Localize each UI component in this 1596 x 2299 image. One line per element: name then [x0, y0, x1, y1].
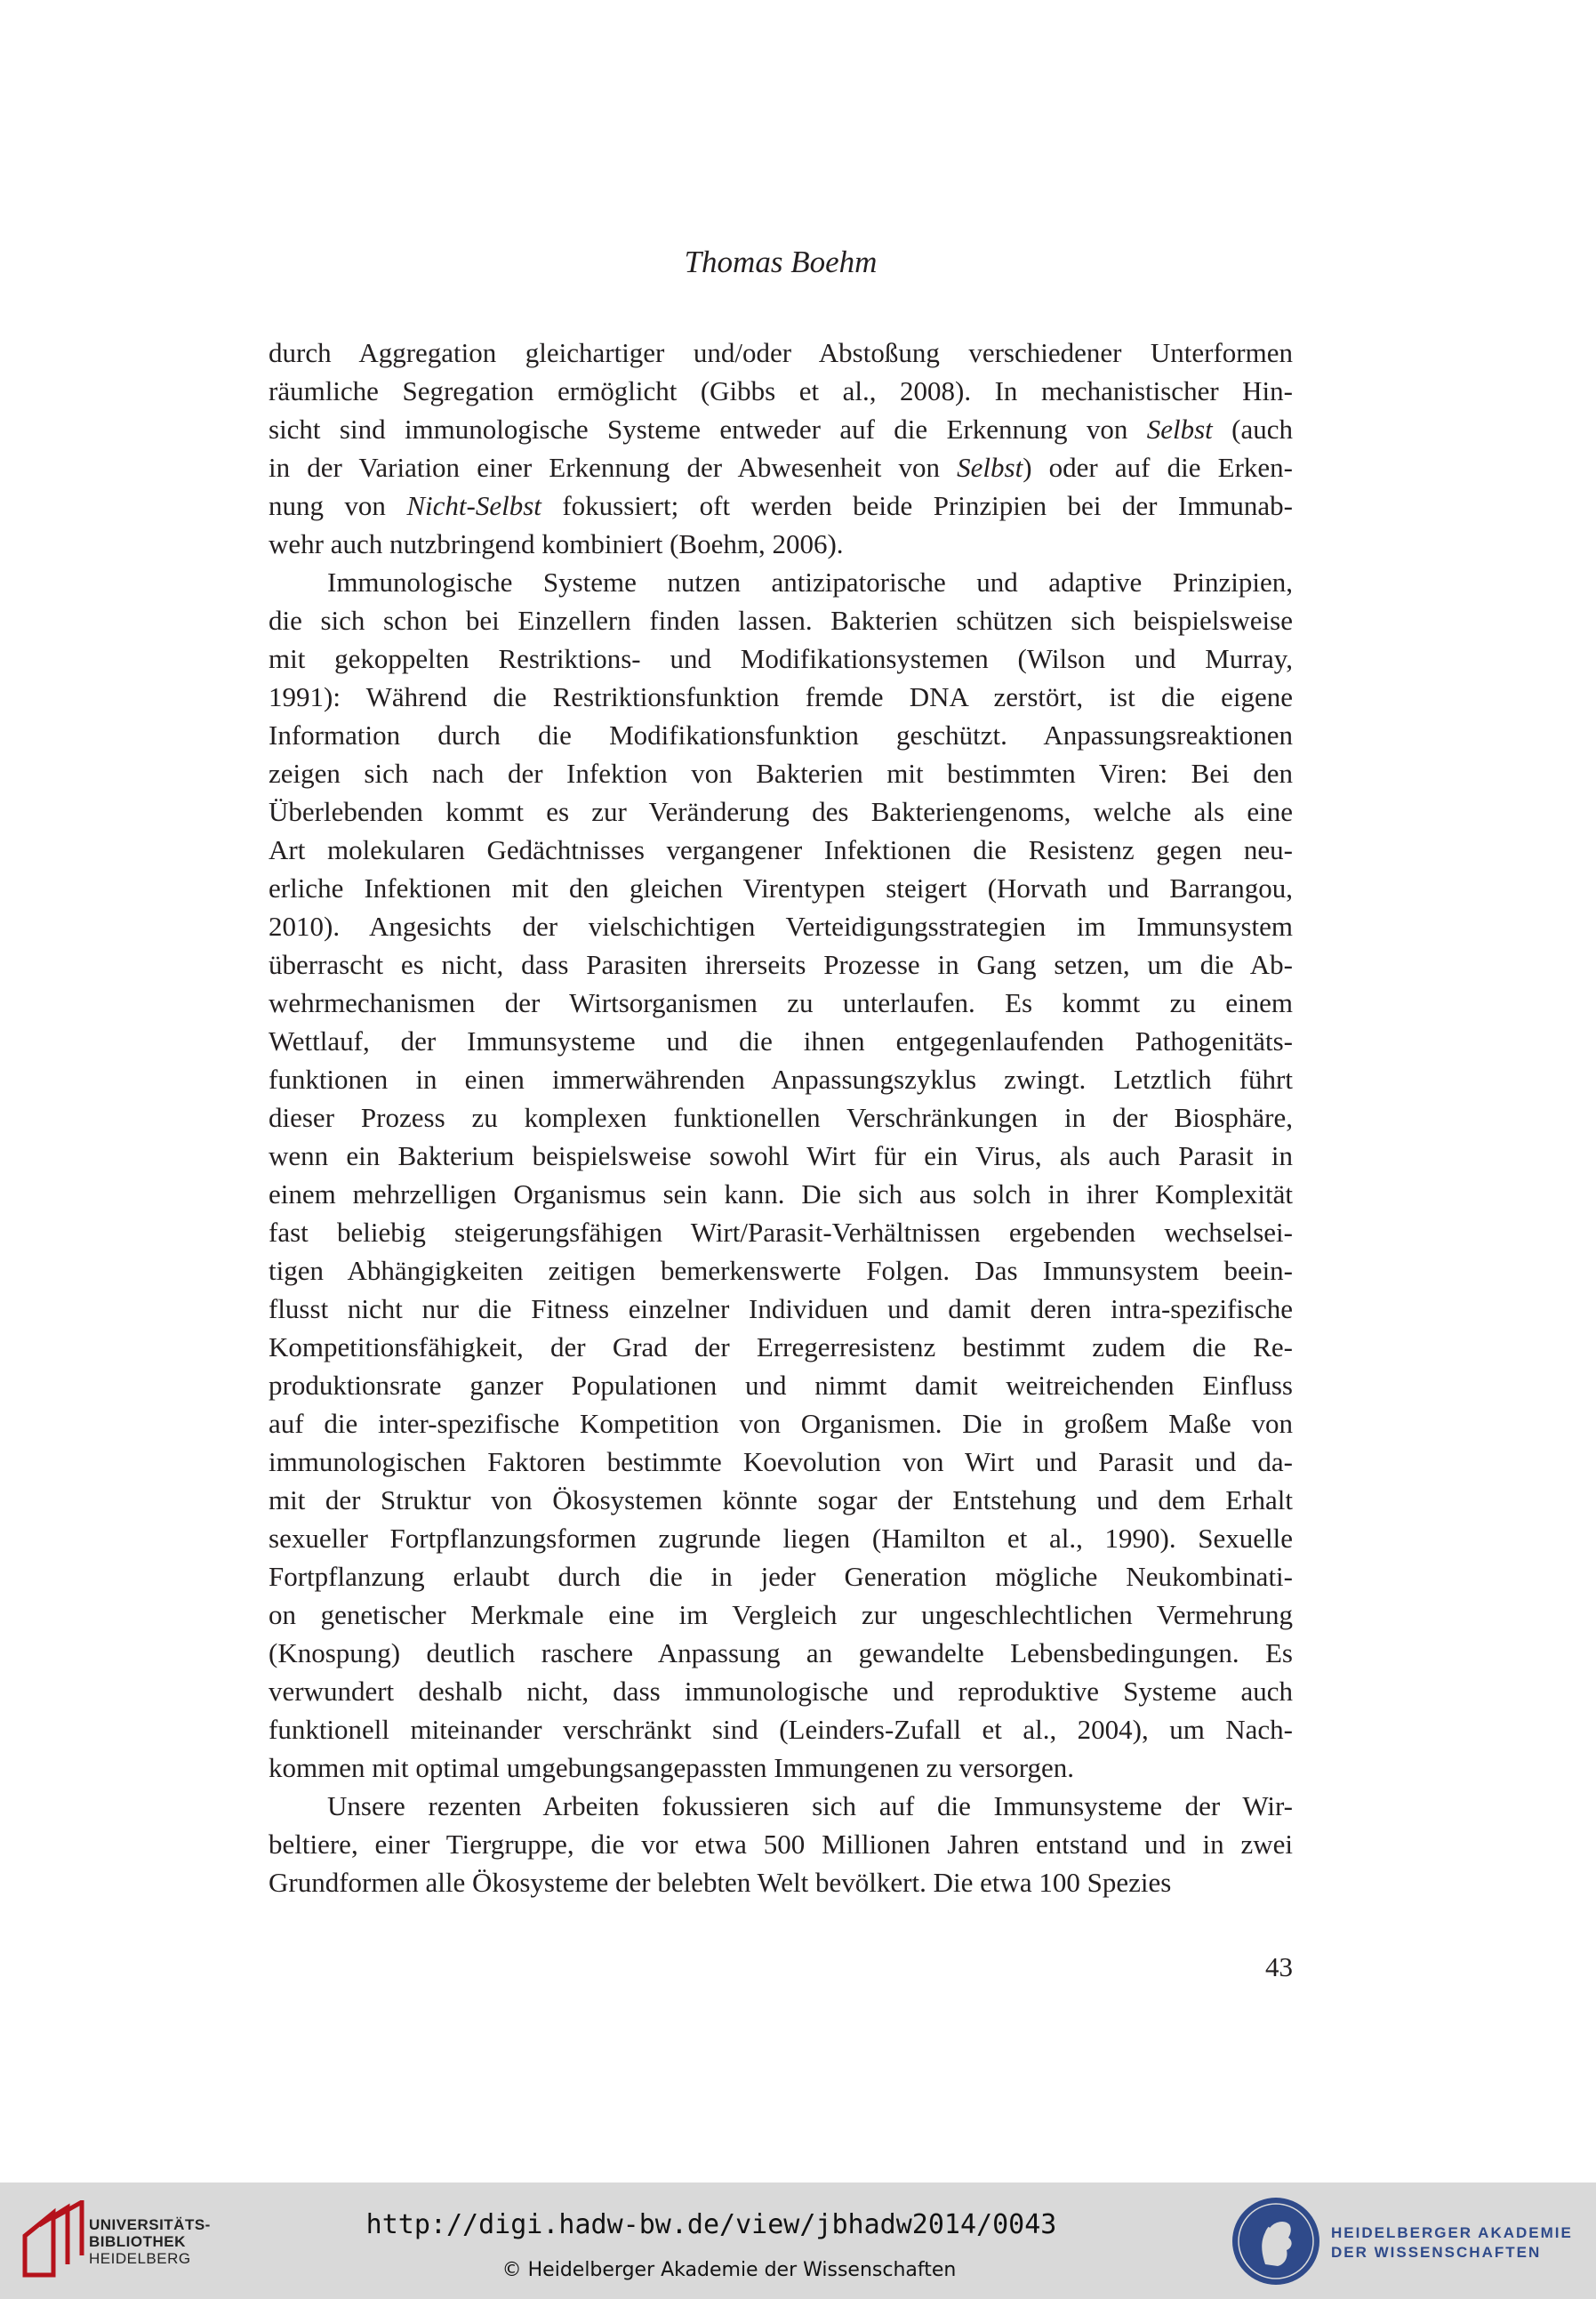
copyright-notice: © Heidelberger Akademie der Wissenschaften — [501, 2259, 957, 2281]
text-line: wehr auch nutzbringend kombiniert (Boehm, 2006). — [269, 528, 844, 559]
academy-name — [1331, 2223, 1573, 2263]
library-name-line: BIBLIOTHEK — [89, 2233, 186, 2250]
text-line: räumliche Segregation ermöglicht (Gibbs et al., 2008). In mechanistischer Hin- — [269, 375, 1293, 406]
text-line: zeigen sich nach der Infektion von Bakterien mit bestimmten Viren: Bei den — [269, 758, 1293, 789]
permalink-url[interactable]: http://digi.hadw-bw.de/view/jbhadw2014/0043 — [365, 2209, 1057, 2240]
text-line: immunologischen Faktoren bestimmte Koevolution von Wirt und Parasit und da- — [269, 1446, 1293, 1477]
text-line: sicht sind immunologische Systeme entweder auf die Erkennung von Selbst (auch — [269, 414, 1293, 445]
text-line: auf die inter-spezifische Kompetition von Organismen. Die in großem Maße von — [269, 1408, 1293, 1439]
text-line: sexueller Fortpflanzungsformen zugrunde liegen (Hamilton et al., 1990). Sexuelle — [269, 1523, 1293, 1554]
library-name-line: UNIVERSITÄTS- — [89, 2216, 211, 2233]
text-line: tigen Abhängigkeiten zeitigen bemerkenswerte Folgen. Das Immunsystem beein- — [269, 1255, 1293, 1286]
text-line: Information durch die Modifikationsfunktion geschützt. Anpassungsreaktionen — [269, 719, 1293, 751]
text-line: in der Variation einer Erkennung der Abwesenheit von Selbst) oder auf die Erken- — [269, 452, 1293, 483]
text-line: dieser Prozess zu komplexen funktionellen Verschränkungen in der Biosphäre, — [269, 1102, 1293, 1133]
academy-name-line: HEIDELBERGER AKADEMIE — [1331, 2224, 1573, 2241]
text-line: einem mehrzelligen Organismus sein kann. Die sich aus solch in ihrer Komplexität — [269, 1178, 1293, 1210]
text-line: verwundert deshalb nicht, dass immunologische und reproduktive Systeme auch — [269, 1676, 1293, 1707]
text-line: funktionell miteinander verschränkt sind (Leinders-Zufall et al., 2004), um Nach- — [269, 1714, 1293, 1745]
text-line: (Knospung) deutlich raschere Anpassung an gewandelte Lebensbedingungen. Es — [269, 1637, 1293, 1668]
text-line: erliche Infektionen mit den gleichen Virentypen steigert (Horvath und Barrangou, — [269, 872, 1293, 904]
text-line: Art molekularen Gedächtnisses vergangener Infektionen die Resistenz gegen neu- — [269, 834, 1293, 865]
text-line: flusst nicht nur die Fitness einzelner Individuen und damit deren intra-spezifische — [269, 1293, 1293, 1324]
text-line: 1991): Während die Restriktionsfunktion fremde DNA zerstört, ist die eigene — [269, 681, 1293, 712]
text-line: Immunologische Systeme nutzen antizipatorische und adaptive Prinzipien, — [327, 567, 1293, 598]
text-line: die sich schon bei Einzellern finden lassen. Bakterien schützen sich beispielsweise — [269, 605, 1293, 636]
text-line: wehrmechanismen der Wirtsorganismen zu unterlaufen. Es kommt zu einem — [269, 987, 1293, 1018]
university-library-name — [89, 2216, 211, 2267]
text-line: durch Aggregation gleichartiger und/oder Abstoßung verschiedener Unterformen — [269, 337, 1293, 368]
text-line: mit gekoppelten Restriktions- und Modifikationsystemen (Wilson und Murray, — [269, 643, 1293, 674]
text-line: kommen mit optimal umgebungsangepassten Immungenen zu versorgen. — [269, 1752, 1074, 1783]
text-line: produktionsrate ganzer Populationen und nimmt damit weitreichenden Einfluss — [269, 1370, 1293, 1401]
academy-seal-icon — [1230, 2195, 1322, 2287]
university-library-logo-icon — [18, 2200, 89, 2280]
text-line: wenn ein Bakterium beispielsweise sowohl Wirt für ein Virus, als auch Parasit in — [269, 1140, 1293, 1171]
text-line: mit der Struktur von Ökosystemen könnte sogar der Entstehung und dem Erhalt — [269, 1484, 1293, 1515]
page-number: 43 — [1265, 1951, 1293, 1982]
running-head: Thomas Boehm — [684, 245, 878, 279]
text-line: Kompetitionsfähigkeit, der Grad der Erregerresistenz bestimmt zudem die Re- — [269, 1331, 1293, 1363]
academy-name-line: DER WISSENSCHAFTEN — [1331, 2244, 1542, 2261]
text-line: überrascht es nicht, dass Parasiten ihrerseits Prozesse in Gang setzen, um die Ab- — [269, 949, 1293, 980]
text-line: Überlebenden kommt es zur Veränderung des Bakteriengenoms, welche als eine — [269, 796, 1293, 827]
text-line: 2010). Angesichts der vielschichtigen Verteidigungsstrategien im Immunsystem — [269, 911, 1293, 942]
text-line: nung von Nicht-Selbst fokussiert; oft werden beide Prinzipien bei der Immunab- — [269, 490, 1293, 521]
text-line: Unsere rezenten Arbeiten fokussieren sich auf die Immunsysteme der Wir- — [327, 1790, 1293, 1821]
text-line: on genetischer Merkmale eine im Vergleich zur ungeschlechtlichen Vermehrung — [269, 1599, 1293, 1630]
body-text — [269, 334, 1293, 1901]
text-line: Grundformen alle Ökosysteme der belebten Welt bevölkert. Die etwa 100 Spezies — [269, 1867, 1172, 1898]
viewer-footer — [0, 2182, 1596, 2299]
text-line: Fortpflanzung erlaubt durch die in jeder Generation mögliche Neukombinati- — [269, 1561, 1293, 1592]
text-line: beltiere, einer Tiergruppe, die vor etwa 500 Millionen Jahren entstand und in zwei — [269, 1829, 1293, 1860]
library-name-line: HEIDELBERG — [89, 2250, 191, 2267]
text-line: fast beliebig steigerungsfähigen Wirt/Parasit-Verhältnissen ergebenden wechselsei- — [269, 1217, 1293, 1248]
text-line: funktionen in einen immerwährenden Anpassungszyklus zwingt. Letztlich führt — [269, 1064, 1293, 1095]
text-line: Wettlauf, der Immunsysteme und die ihnen entgegenlaufenden Pathogenitäts- — [269, 1025, 1293, 1057]
